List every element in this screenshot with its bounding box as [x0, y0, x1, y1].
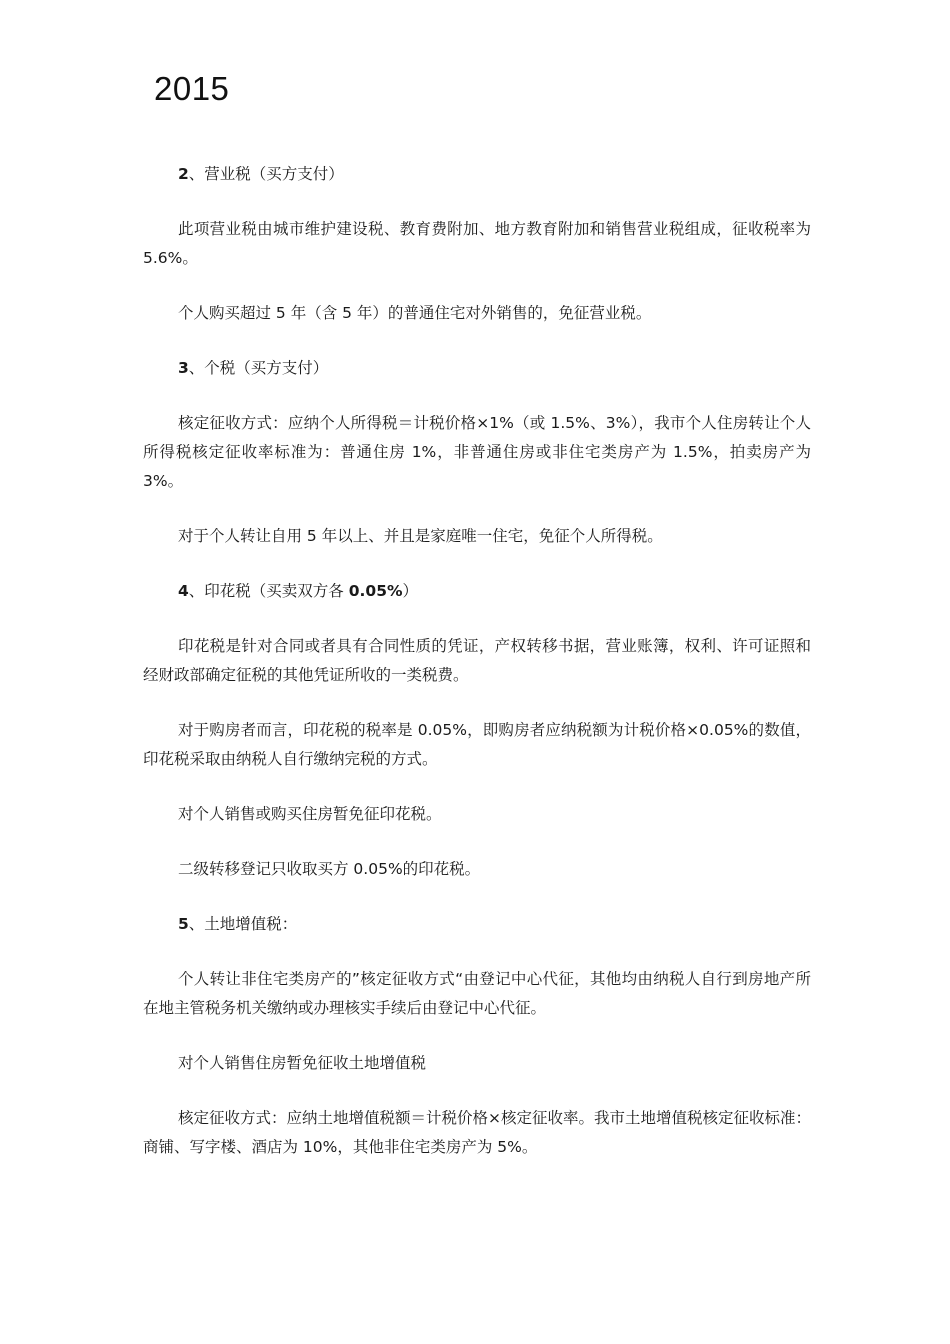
section-4-heading [143, 577, 811, 606]
paragraph: 对于个人转让自用 5 年以上、并且是家庭唯一住宅，免征个人所得税。 [178, 527, 663, 545]
section-number: 4 [178, 582, 189, 600]
paragraph: 此项营业税由城市维护建设税、教育费附加、地方教育附加和销售营业税组成，征收税率为 5.6%。 [143, 220, 811, 267]
paragraph: 对于购房者而言，印花税的税率是 0.05%，即购房者应纳税额为计税价格×0.05%的数值，印花税采取由纳税人自行缴纳完税的方式。 [143, 721, 811, 768]
section-number: 3 [178, 359, 189, 377]
paragraph: 核定征收方式：应纳个人所得税＝计税价格×1%（或 1.5%、3%），我市个人住房转让个人所得税核定征收率标准为：普通住房 1%，非普通住房或非住宅类房产为 1.5%，拍卖房产为 3%。 [143, 414, 811, 490]
section-title-rate: 0.05% [348, 582, 403, 600]
paragraph: 对个人销售住房暂免征收土地增值税 [178, 1054, 427, 1072]
section-title: 、个税（买方支付） [188, 359, 329, 377]
paragraph: 个人购买超过 5 年（含 5 年）的普通住宅对外销售的，免征营业税。 [178, 304, 652, 322]
section-2-heading [143, 160, 811, 189]
section-3-heading [143, 354, 811, 383]
paragraph: 二级转移登记只收取买方 0.05%的印花税。 [178, 860, 481, 878]
section-5-heading [143, 910, 811, 939]
paragraph: 对个人销售或购买住房暂免征印花税。 [178, 805, 442, 823]
section-title: 、土地增值税： [188, 915, 298, 933]
section-number: 5 [178, 915, 189, 933]
section-title: 、印花税（买卖双方各 [188, 582, 349, 600]
paragraph: 个人转让非住宅类房产的”核定征收方式“由登记中心代征，其他均由纳税人自行到房地产所在地主管税务机关缴纳或办理核实手续后由登记中心代征。 [143, 970, 811, 1017]
document-body [143, 160, 811, 1188]
section-number: 2 [178, 165, 189, 183]
document-year: 2015 [154, 70, 230, 107]
paragraph: 印花税是针对合同或者具有合同性质的凭证，产权转移书据，营业账簿，权利、许可证照和经财政部确定征税的其他凭证所收的一类税费。 [143, 637, 811, 684]
paragraph: 核定征收方式：应纳土地增值税额＝计税价格×核定征收率。我市土地增值税核定征收标准：商铺、写字楼、酒店为 10%，其他非住宅类房产为 5%。 [143, 1109, 811, 1156]
section-title-end: ） [402, 582, 419, 600]
section-title: 、营业税（买方支付） [188, 165, 344, 183]
